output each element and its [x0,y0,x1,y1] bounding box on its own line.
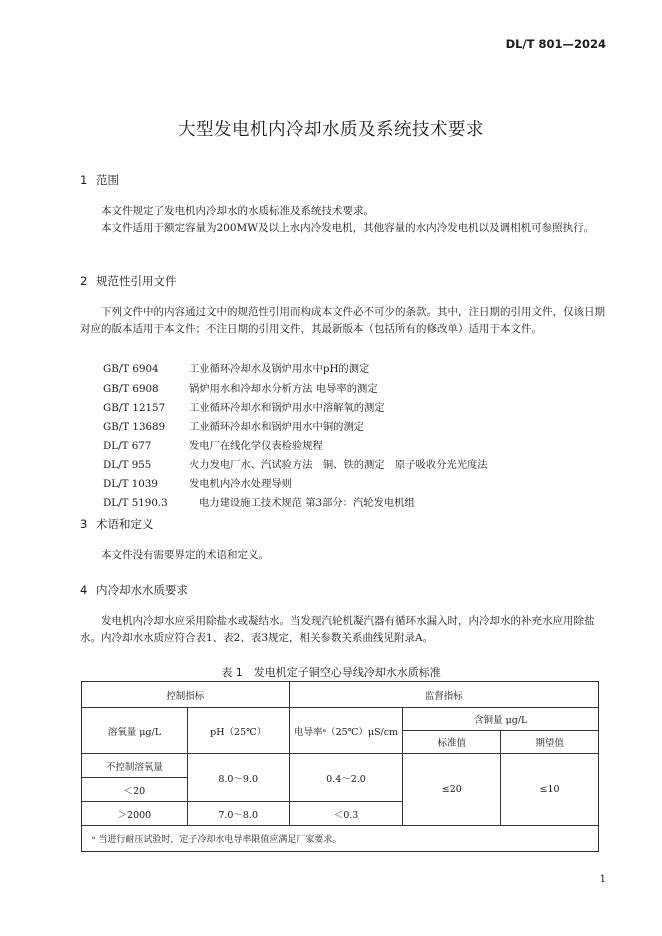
reference-item [103,399,385,414]
oxygen-column-header: 溶氧量 μg/L [82,708,188,754]
table-caption: 表 1 发电机定子铜空心导线冷却水水质标准 [221,666,441,679]
table-footnote: ᵃ 当进行耐压试验时，定子冷却水电导率限值应满足厂家要求。 [82,826,599,852]
oxygen-cell: ＞2000 [82,802,188,826]
reference-title: 电力建设施工技术规范 第3部分：汽轮发电机组 [199,497,415,509]
reference-code: DL/T 5190.3 [103,497,168,509]
paragraph: 本文件适用于额定容量为200MW及以上水内冷发电机，其他容量的水内冷发电机以及调相机可参照执行。 [101,222,595,234]
section-number: 4 [80,583,88,597]
oxygen-cell: ＜20 [82,778,188,802]
document-number: DL/T 801—2024 [505,37,606,51]
section-3-heading [80,516,154,532]
reference-item [103,418,364,433]
reference-item [103,456,488,471]
copper-column-header: 含铜量 μg/L [403,708,599,731]
monitor-index-header: 监督指标 [289,682,598,708]
page-number: 1 [599,874,606,885]
reference-code: GB/T 6908 [103,383,159,395]
reference-item [103,360,369,375]
control-index-header: 控制指标 [82,682,290,708]
conductivity-cell: ＜0.3 [289,802,403,826]
reference-title: 工业循环冷却水及锅炉用水中pH的测定 [189,363,370,375]
reference-code: GB/T 6904 [103,363,159,375]
oxygen-cell: 不控制溶氧量 [82,754,188,778]
section-4-heading [80,582,188,598]
reference-item [103,380,378,395]
reference-item [103,475,292,490]
reference-title: 工业循环冷却水和锅炉用水中溶解氧的测定 [189,402,385,414]
reference-title: 发电机内冷水处理导则 [189,478,292,490]
reference-title: 锅炉用水和冷却水分析方法 电导率的测定 [189,383,378,395]
reference-item [103,437,323,452]
section-number: 2 [80,274,88,288]
section-2-heading [80,273,177,289]
reference-code: DL/T 1039 [103,478,158,490]
standard-value-header: 标准值 [403,731,501,754]
reference-code: GB/T 13689 [103,421,166,433]
ph-cell: 7.0～8.0 [187,802,289,826]
ph-column-header: pH（25℃） [187,708,289,754]
copper-standard-cell: ≤20 [403,754,501,826]
section-title: 术语和定义 [96,517,154,531]
copper-expected-cell: ≤10 [501,754,599,826]
reference-code: DL/T 677 [103,440,152,452]
reference-code: GB/T 12157 [103,402,166,414]
reference-title: 工业循环冷却水和锅炉用水中铜的测定 [189,421,365,433]
reference-title: 发电厂在线化学仪表检验规程 [189,440,323,452]
section-title: 范围 [96,173,119,187]
section-title: 内冷却水水质要求 [96,583,188,597]
paragraph: 本文件规定了发电机内冷却水的水质标准及系统技术要求。 [101,205,374,217]
conductivity-cell: 0.4～2.0 [289,754,403,802]
conductivity-column-header: 电导率ᵃ（25℃）μS/cm [289,708,403,754]
section-title: 规范性引用文件 [96,274,177,288]
paragraph: 本文件没有需要界定的术语和定义。 [101,549,269,561]
expected-value-header: 期望值 [501,731,599,754]
paragraph: 下列文件中的内容通过文中的规范性引用而构成本文件必不可少的条款。其中，注日期的引用文件，仅该日期对应的版本适用于本文件；不注日期的引用文件，其最新版本（包括所有的修改单）适用于本文件。 [80,306,605,335]
section-number: 1 [80,173,88,187]
page-title: 大型发电机内冷却水质及系统技术要求 [178,120,484,140]
section-1-heading [80,172,119,188]
reference-item [103,494,415,509]
ph-cell: 8.0～9.0 [187,754,289,802]
reference-code: DL/T 955 [103,459,152,471]
water-quality-table [81,681,599,852]
section-number: 3 [80,517,88,531]
paragraph: 发电机内冷却水应采用除盐水或凝结水。当发现汽轮机凝汽器有循环水漏入时，内冷却水的补充水应用除盐水。内冷却水水质应符合表1、表2、表3规定，相关参数关系曲线见附录A。 [80,615,595,644]
reference-title: 火力发电厂水、汽试验方法 铜、铁的测定 原子吸收分光光度法 [189,459,488,471]
